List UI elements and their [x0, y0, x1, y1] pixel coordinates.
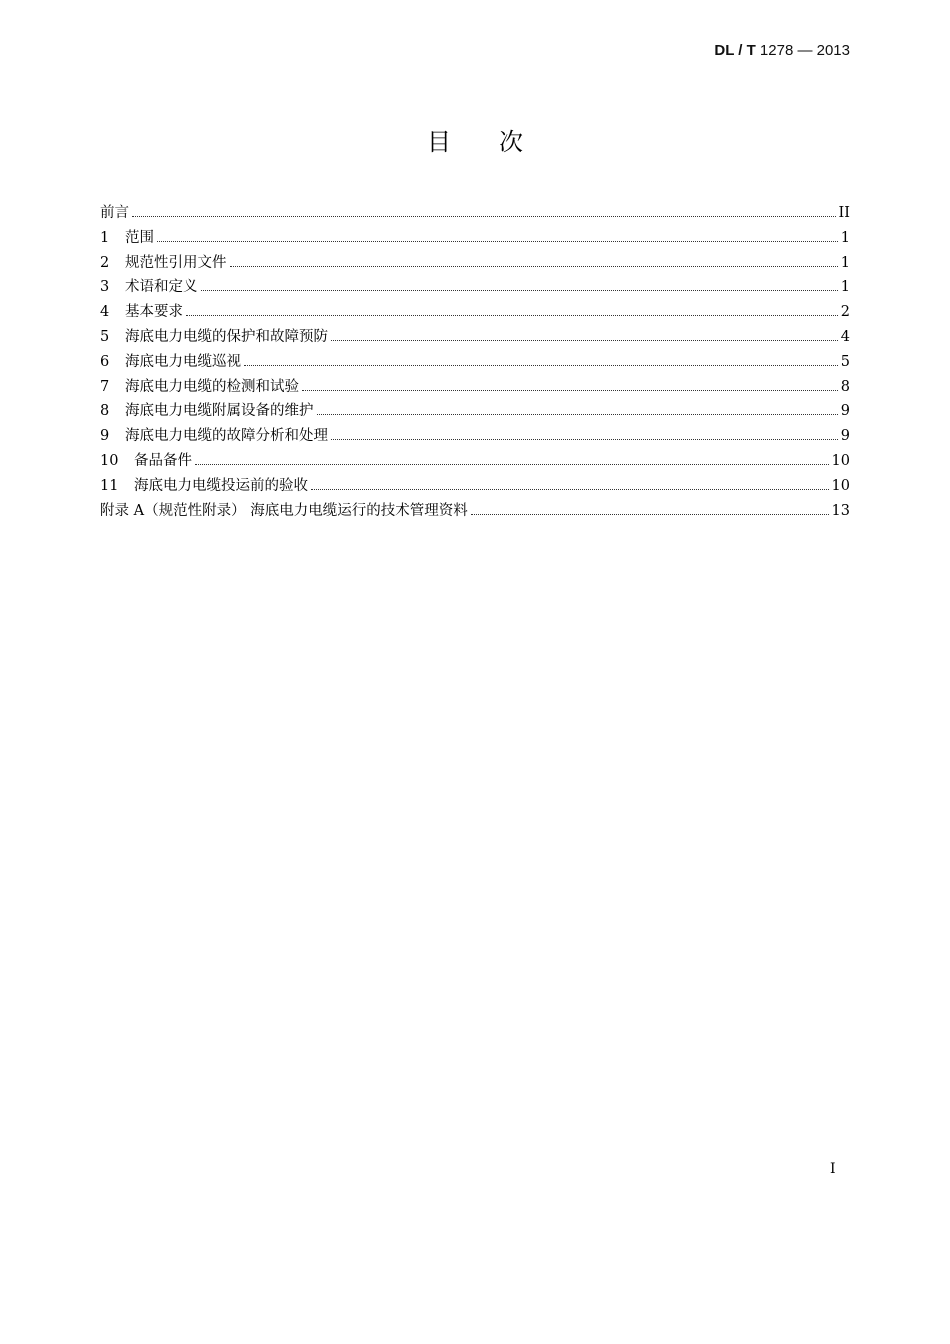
toc-entry-label: 备品备件	[134, 452, 192, 469]
toc-entry-appendix-a[interactable]	[100, 499, 850, 524]
toc-entry-8[interactable]	[100, 399, 850, 424]
toc-entry-page: 13	[831, 502, 850, 519]
toc-entry-number: 10	[100, 452, 119, 469]
standard-code-number: 1278 — 2013	[759, 42, 850, 59]
toc-leader-dots	[195, 464, 829, 465]
toc-entry-page: 1	[840, 254, 850, 271]
page-title	[0, 122, 950, 157]
toc-entry-7[interactable]	[100, 375, 850, 400]
toc-leader-dots	[331, 340, 838, 341]
toc-leader-dots	[331, 439, 838, 440]
toc-entry-number: 7	[100, 378, 110, 395]
page-number: I	[830, 1161, 836, 1177]
toc-leader-dots	[471, 514, 829, 515]
toc-entry-page: 10	[831, 477, 850, 494]
toc-entry-2[interactable]	[100, 251, 850, 276]
toc-leader-dots	[244, 365, 838, 366]
standard-code	[714, 42, 850, 59]
toc-entry-number: 5	[100, 328, 110, 345]
toc-entry-page: 4	[840, 328, 850, 345]
toc-leader-dots	[311, 489, 829, 490]
toc-entry-page: 9	[840, 428, 850, 445]
toc-entry-1[interactable]	[100, 226, 850, 251]
toc-entry-number: 3	[100, 279, 110, 296]
toc-entry-number: 11	[100, 477, 119, 494]
toc-entry-number: 1	[100, 229, 110, 246]
toc-leader-dots	[317, 414, 838, 415]
toc-leader-dots	[186, 315, 838, 316]
toc-entry-number: 2	[100, 254, 110, 271]
toc-leader-dots	[132, 216, 836, 217]
toc-entry-page: 10	[831, 452, 850, 469]
toc-entry-page: 1	[840, 229, 850, 246]
toc-entry-foreword[interactable]	[100, 201, 850, 226]
toc-entry-label: 规范性引用文件	[125, 254, 227, 271]
toc-entry-10[interactable]	[100, 449, 850, 474]
toc-entry-label: 海底电力电缆附属设备的维护	[125, 403, 314, 420]
toc-entry-number: 9	[100, 428, 110, 445]
toc-entry-label: 海底电力电缆巡视	[125, 353, 241, 370]
toc-entry-label: 海底电力电缆的保护和故障预防	[125, 328, 328, 345]
toc-entry-label: 海底电力电缆投运前的验收	[134, 477, 308, 494]
standard-code-prefix: DL / T	[714, 42, 756, 59]
toc-entry-page: II	[838, 205, 850, 221]
toc-entry-3[interactable]	[100, 275, 850, 300]
toc-entry-label: 前言	[100, 205, 129, 221]
toc-entry-11[interactable]	[100, 474, 850, 499]
toc-entry-label: 基本要求	[125, 304, 183, 321]
toc-entry-number: 6	[100, 353, 110, 370]
page-title-part1: 目	[427, 128, 451, 156]
toc-entry-label: 海底电力电缆的故障分析和处理	[125, 428, 328, 445]
toc-entry-label: 附录 A（规范性附录） 海底电力电缆运行的技术管理资料	[100, 502, 468, 519]
toc-entry-number: 4	[100, 304, 110, 321]
toc-leader-dots	[302, 390, 838, 391]
toc-entry-5[interactable]	[100, 325, 850, 350]
toc-leader-dots	[230, 266, 838, 267]
table-of-contents	[100, 201, 850, 523]
toc-entry-label: 范围	[125, 229, 154, 246]
toc-entry-page: 1	[840, 279, 850, 296]
toc-entry-9[interactable]	[100, 424, 850, 449]
toc-entry-label: 海底电力电缆的检测和试验	[125, 378, 299, 395]
toc-entry-page: 8	[840, 378, 850, 395]
toc-entry-label: 术语和定义	[125, 279, 198, 296]
toc-entry-number: 8	[100, 403, 110, 420]
toc-leader-dots	[201, 290, 838, 291]
toc-entry-page: 5	[840, 353, 850, 370]
toc-entry-page: 2	[840, 304, 850, 321]
toc-entry-6[interactable]	[100, 350, 850, 375]
toc-leader-dots	[157, 241, 838, 242]
page-title-part2: 次	[499, 128, 523, 156]
toc-entry-page: 9	[840, 403, 850, 420]
toc-entry-4[interactable]	[100, 300, 850, 325]
